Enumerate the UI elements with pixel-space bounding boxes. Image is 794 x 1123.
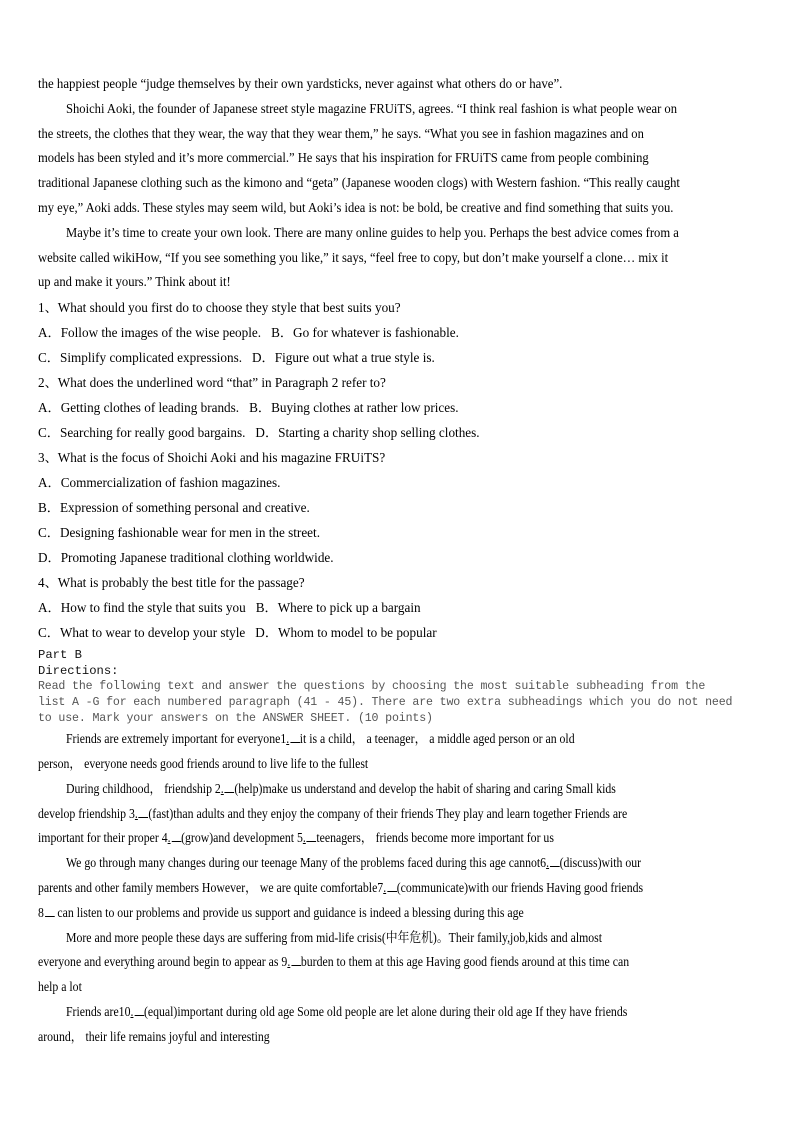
option-row bbox=[38, 545, 758, 570]
cloze-text: person， everyone needs good friends around to live life to the fullest bbox=[38, 755, 369, 771]
directions-line: list A -G for each numbered paragraph (41 - 45). There are two extra subheadings which you do not need bbox=[38, 696, 733, 710]
cloze-line-text bbox=[66, 727, 575, 752]
cloze-blank-2[interactable] bbox=[221, 781, 235, 796]
passage-line: the streets, the clothes that they wear, the way that they wear them,” he says. “What you see in fashion magazines and on bbox=[38, 125, 644, 141]
option-text: Go for whatever is fashionable. bbox=[293, 325, 459, 341]
blank-dot: . bbox=[383, 879, 387, 895]
cloze-blank-4[interactable] bbox=[168, 830, 182, 845]
cloze-line bbox=[38, 975, 758, 1000]
blank-dot: . bbox=[130, 1003, 134, 1019]
cloze-line-text bbox=[38, 975, 82, 1000]
cloze-line-text bbox=[66, 777, 616, 802]
question-number: 4、 bbox=[38, 575, 58, 591]
option-text: Where to pick up a bargain bbox=[277, 600, 421, 616]
blank-underline[interactable] bbox=[45, 905, 55, 917]
option-text: Figure out what a true style is. bbox=[274, 350, 435, 366]
cloze-paragraph bbox=[38, 727, 758, 777]
cloze-text: (help)make us understand and develop the habit of sharing and caring Small kids bbox=[234, 780, 616, 796]
option-letter: A． bbox=[38, 325, 61, 341]
answer-option[interactable] bbox=[38, 600, 246, 615]
option-text: Starting a charity shop selling clothes. bbox=[278, 425, 480, 441]
answer-option[interactable] bbox=[256, 600, 421, 615]
answer-option[interactable] bbox=[249, 400, 459, 415]
directions-label: Directions: bbox=[38, 664, 119, 679]
passage-line: Maybe it’s time to create your own look. There are many online guides to help you. Perhaps the best advice comes from a bbox=[66, 224, 679, 240]
cloze-text: everyone and everything around begin to appear as 9 bbox=[38, 954, 288, 970]
question-number: 3、 bbox=[38, 450, 58, 466]
cloze-text: (equal)important during old age Some old people are let alone during their old age If they have friends bbox=[143, 1003, 628, 1019]
cloze-text: it is a child， a teenager， a middle aged person or an old bbox=[299, 731, 575, 747]
blank-underline[interactable] bbox=[307, 830, 317, 842]
answer-option[interactable] bbox=[255, 425, 479, 440]
option-text: Expression of something personal and creative. bbox=[59, 500, 310, 516]
cloze-blank-6[interactable] bbox=[546, 855, 560, 870]
cloze-text: (communicate)with our friends Having good friends bbox=[396, 879, 644, 895]
passage-line: traditional Japanese clothing such as the kimono and “geta” (Japanese wooden clogs) with Western fashion. “This really caught bbox=[38, 175, 680, 191]
cloze-line-text bbox=[38, 901, 524, 926]
question-text: What does the underlined word “that” in Paragraph 2 refer to? bbox=[57, 375, 386, 391]
option-row bbox=[38, 420, 758, 445]
question-stem bbox=[38, 445, 758, 470]
cloze-line-text bbox=[38, 950, 629, 975]
question-stem bbox=[38, 295, 758, 320]
option-text: Searching for really good bargains. bbox=[59, 425, 246, 441]
cloze-paragraph bbox=[38, 851, 758, 925]
option-letter: D． bbox=[38, 550, 61, 566]
blank-underline[interactable] bbox=[387, 880, 397, 892]
cloze-line bbox=[38, 752, 758, 777]
cloze-text: (fast)than adults and they enjoy the company of their friends They play and learn together Friends are bbox=[148, 805, 628, 821]
passage-line: the happiest people “judge themselves by their own yardsticks, never against what others do or have”. bbox=[38, 76, 563, 91]
cloze-line bbox=[38, 1025, 758, 1050]
blank-dot: . bbox=[167, 830, 171, 846]
option-letter: D． bbox=[255, 425, 279, 441]
cloze-line bbox=[38, 950, 758, 975]
directions-line: Read the following text and answer the questions by choosing the most suitable subheading from the bbox=[38, 680, 706, 694]
option-text: What to wear to develop your style bbox=[59, 625, 246, 641]
cloze-line bbox=[38, 826, 758, 851]
option-letter: C． bbox=[38, 525, 60, 541]
answer-option[interactable] bbox=[38, 350, 242, 365]
cloze-text: burden to them at this age Having good fiends around at this time can bbox=[300, 954, 630, 970]
option-row bbox=[38, 320, 758, 345]
cloze-blank-5[interactable] bbox=[303, 830, 317, 845]
passage-line: website called wikiHow, “If you see something you like,” it says, “feel free to copy, but don’t make yourself a clone… mix it bbox=[38, 249, 669, 265]
cloze-paragraph bbox=[38, 926, 758, 1000]
cloze-text: (grow)and development 5 bbox=[181, 830, 303, 846]
option-text: Simplify complicated expressions. bbox=[59, 350, 243, 366]
cloze-paragraph bbox=[38, 777, 758, 851]
option-row bbox=[38, 470, 758, 495]
blank-dot: . bbox=[302, 830, 306, 846]
cloze-line-text bbox=[38, 802, 627, 827]
cloze-line bbox=[38, 901, 758, 926]
cloze-line bbox=[38, 876, 758, 901]
passage-line: models has been styled and it’s more commercial.” He says that his inspiration for FRUiTS came from people combining bbox=[38, 150, 649, 166]
option-letter: C． bbox=[38, 350, 60, 366]
cloze-line-text bbox=[38, 1025, 270, 1050]
option-letter: D． bbox=[255, 625, 279, 641]
option-row bbox=[38, 520, 758, 545]
question-number: 1、 bbox=[38, 300, 58, 316]
option-letter: A． bbox=[38, 600, 61, 616]
directions-line: to use. Mark your answers on the ANSWER SHEET. (10 points) bbox=[38, 712, 433, 726]
option-text: Getting clothes of leading brands. bbox=[60, 400, 240, 416]
cloze-line-text bbox=[66, 851, 641, 876]
cloze-text: parents and other family members However， we are quite comfortable7 bbox=[38, 879, 384, 895]
cloze-blank-8[interactable] bbox=[44, 905, 55, 920]
answer-option[interactable] bbox=[38, 325, 261, 340]
option-letter: B． bbox=[255, 600, 278, 616]
answer-option[interactable] bbox=[255, 625, 436, 640]
passage-line: my eye,” Aoki adds. These styles may seem wild, but Aoki’s idea is not: be bold, be creative and find something that suits you. bbox=[38, 199, 674, 215]
option-letter: C． bbox=[38, 625, 60, 641]
blank-dot: . bbox=[286, 731, 290, 747]
option-text: Promoting Japanese traditional clothing worldwide. bbox=[60, 550, 334, 566]
answer-option[interactable] bbox=[38, 550, 334, 565]
cloze-text: teenagers， friends become more important for us bbox=[316, 830, 554, 846]
cloze-blank-1[interactable] bbox=[280, 731, 299, 746]
part-b-section bbox=[38, 647, 758, 1049]
option-text: Commercialization of fashion magazines. bbox=[60, 475, 281, 491]
blank-underline[interactable] bbox=[171, 830, 181, 842]
option-text: How to find the style that suits you bbox=[60, 600, 246, 616]
answer-option[interactable] bbox=[38, 625, 245, 640]
cloze-text: can listen to our problems and provide us support and guidance is indeed a blessing during this age bbox=[54, 904, 524, 920]
question-text: What is the focus of Shoichi Aoki and his magazine FRUiTS? bbox=[57, 450, 386, 466]
question-number: 2、 bbox=[38, 375, 58, 391]
cloze-text: important for their proper 4 bbox=[38, 830, 168, 846]
cloze-text: (discuss)with our bbox=[559, 855, 642, 871]
option-text: Follow the images of the wise people. bbox=[60, 325, 262, 341]
option-row bbox=[38, 620, 758, 645]
cloze-text: During childhood， friendship 2 bbox=[66, 780, 221, 796]
option-text: Whom to model to be popular bbox=[278, 625, 437, 641]
option-row bbox=[38, 595, 758, 620]
cloze-line-text bbox=[38, 826, 554, 851]
reading-passage bbox=[38, 72, 758, 295]
question-stem bbox=[38, 570, 758, 595]
option-letter: A． bbox=[38, 475, 61, 491]
blank-dot: . bbox=[220, 780, 224, 796]
option-text: Buying clothes at rather low prices. bbox=[271, 400, 459, 416]
question-text: What is probably the best title for the passage? bbox=[57, 575, 305, 591]
passage-line: up and make it yours.” Think about it! bbox=[38, 274, 231, 290]
cloze-line bbox=[38, 727, 758, 752]
answer-option[interactable] bbox=[38, 525, 320, 540]
question-text: What should you first do to choose they style that best suits you? bbox=[57, 300, 401, 316]
blank-underline[interactable] bbox=[139, 806, 149, 818]
option-letter: B． bbox=[271, 325, 294, 341]
cloze-line-text bbox=[66, 926, 602, 951]
answer-option[interactable] bbox=[252, 350, 435, 365]
cloze-text: 8 bbox=[38, 904, 44, 920]
questions-section bbox=[38, 295, 758, 645]
cloze-line bbox=[38, 777, 758, 802]
cloze-text: We go through many changes during our teenage Many of the problems faced during this age cannot6 bbox=[66, 855, 547, 871]
cloze-passage bbox=[38, 727, 758, 1049]
cloze-line bbox=[38, 802, 758, 827]
cloze-line bbox=[38, 851, 758, 876]
answer-option[interactable] bbox=[38, 400, 239, 415]
option-letter: B． bbox=[38, 500, 60, 516]
blank-underline[interactable] bbox=[291, 954, 301, 966]
cloze-text: help a lot bbox=[38, 979, 82, 995]
question-stem bbox=[38, 370, 758, 395]
blank-dot: . bbox=[134, 805, 138, 821]
cloze-blank-3[interactable] bbox=[135, 806, 149, 821]
cloze-text: develop friendship 3 bbox=[38, 805, 135, 821]
cloze-line-text bbox=[38, 876, 643, 901]
option-row bbox=[38, 495, 758, 520]
cloze-blank-10[interactable] bbox=[130, 1004, 144, 1019]
cloze-text: around， their life remains joyful and interesting bbox=[38, 1028, 270, 1044]
option-letter: A． bbox=[38, 400, 61, 416]
answer-option[interactable] bbox=[38, 475, 280, 490]
cloze-blank-7[interactable] bbox=[383, 880, 397, 895]
option-row bbox=[38, 345, 758, 370]
answer-option[interactable] bbox=[38, 500, 310, 515]
cloze-text: Friends are extremely important for everyone bbox=[66, 731, 281, 747]
passage-line: Shoichi Aoki, the founder of Japanese street style magazine FRUiTS, agrees. “I think real fashion is what people wear on bbox=[66, 100, 678, 116]
option-text: Designing fashionable wear for men in the street. bbox=[59, 525, 320, 541]
answer-option[interactable] bbox=[271, 325, 459, 340]
cloze-line-text bbox=[66, 1000, 627, 1025]
exam-page bbox=[38, 72, 758, 1050]
cloze-line bbox=[38, 1000, 758, 1025]
option-letter: B． bbox=[249, 400, 272, 416]
option-row bbox=[38, 395, 758, 420]
blank-number: 1 bbox=[280, 731, 287, 747]
blank-dot: . bbox=[546, 855, 550, 871]
blank-dot: . bbox=[287, 954, 291, 970]
cloze-line bbox=[38, 926, 758, 951]
option-letter: D． bbox=[252, 350, 275, 366]
blank-underline[interactable] bbox=[550, 855, 560, 867]
part-b-title: Part B bbox=[38, 648, 82, 663]
blank-underline[interactable] bbox=[290, 731, 300, 743]
option-letter: C． bbox=[38, 425, 60, 441]
cloze-text: More and more people these days are suffering from mid-life crisis(中年危机)。Their family,job,kids and almost bbox=[66, 929, 603, 945]
cloze-text: Friends are10 bbox=[66, 1003, 131, 1019]
cloze-blank-9[interactable] bbox=[287, 954, 301, 969]
answer-option[interactable] bbox=[38, 425, 245, 440]
blank-underline[interactable] bbox=[134, 1004, 144, 1016]
cloze-paragraph bbox=[38, 1000, 758, 1050]
cloze-line-text bbox=[38, 752, 368, 777]
blank-underline[interactable] bbox=[225, 781, 235, 793]
